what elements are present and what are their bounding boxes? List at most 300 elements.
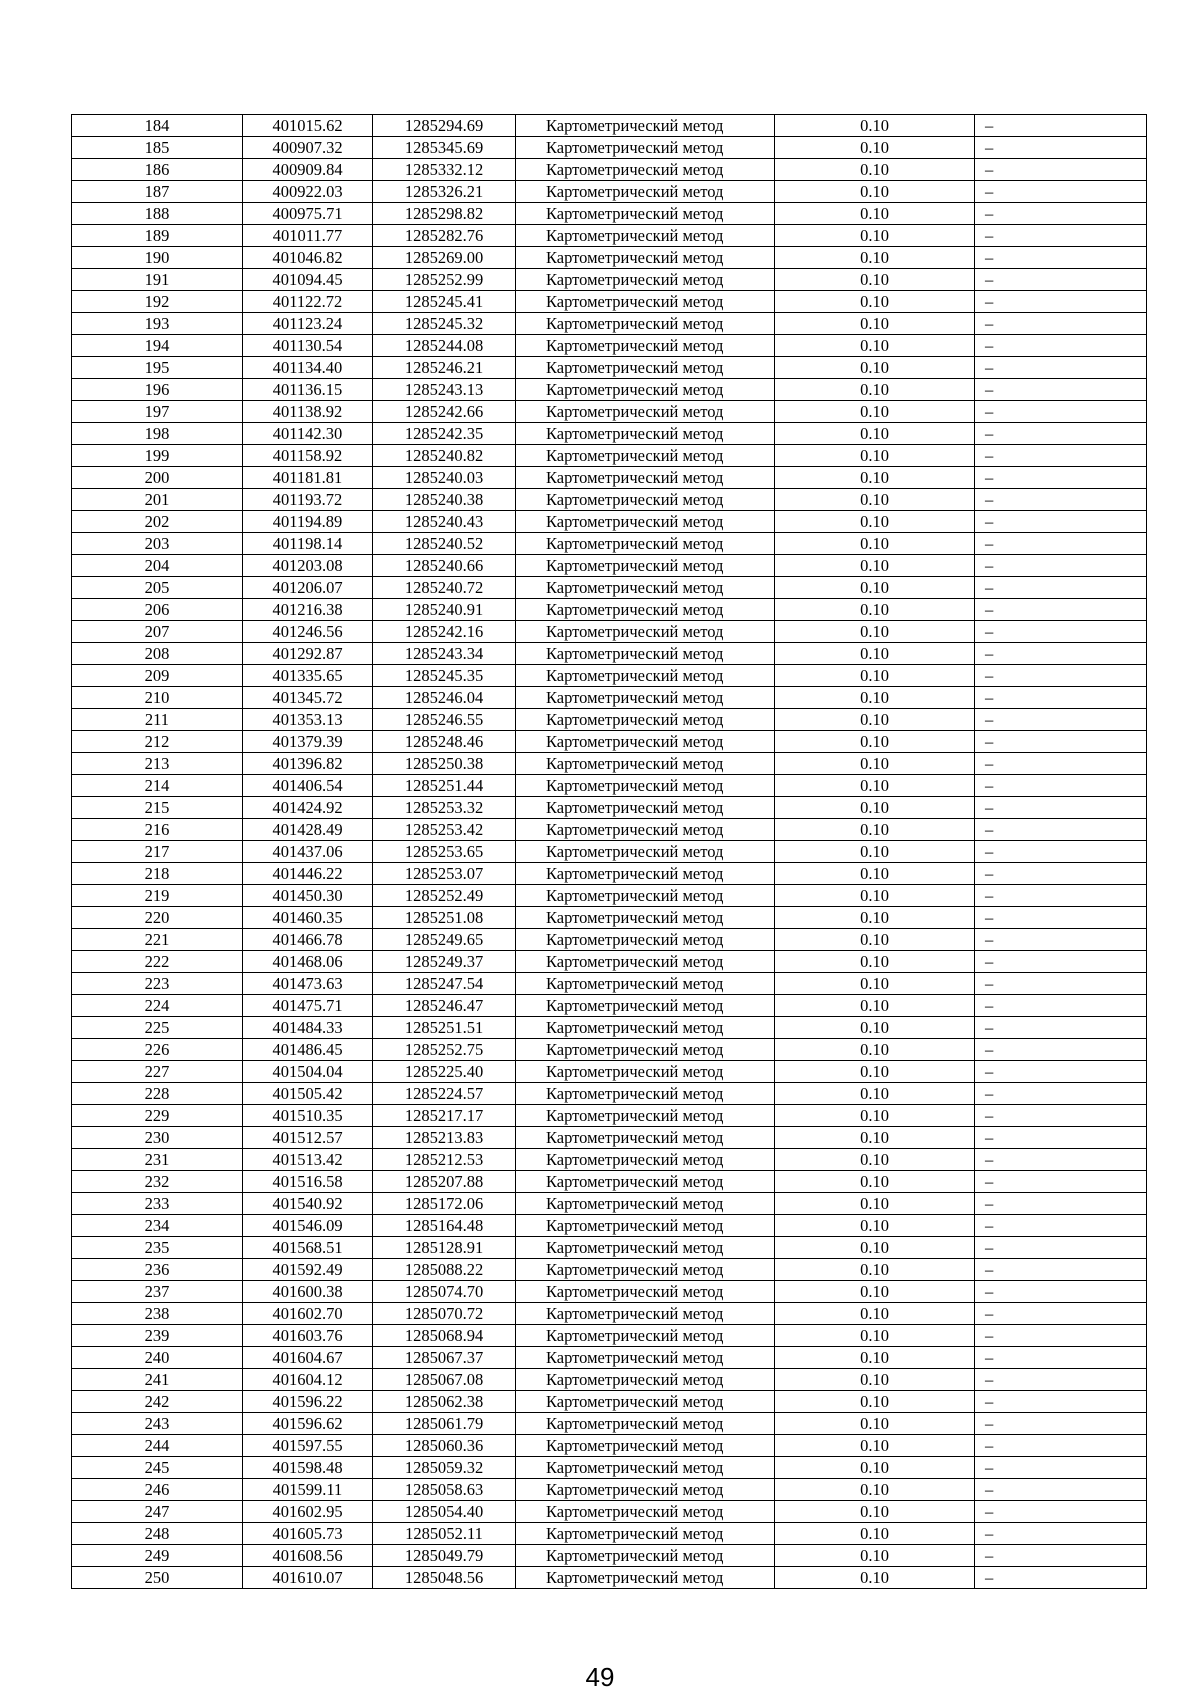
point-number-cell: 188 bbox=[72, 203, 243, 225]
accuracy-cell: 0.10 bbox=[775, 1105, 975, 1127]
note-cell: – bbox=[975, 863, 1147, 885]
method-cell: Картометрический метод bbox=[516, 1149, 775, 1171]
point-number-cell: 234 bbox=[72, 1215, 243, 1237]
y-coordinate-cell: 1285070.72 bbox=[373, 1303, 516, 1325]
y-coordinate-cell: 1285252.49 bbox=[373, 885, 516, 907]
note-cell: – bbox=[975, 357, 1147, 379]
table-row bbox=[72, 1369, 1147, 1391]
method-cell: Картометрический метод bbox=[516, 181, 775, 203]
table-row bbox=[72, 709, 1147, 731]
point-number-cell: 244 bbox=[72, 1435, 243, 1457]
y-coordinate-cell: 1285245.41 bbox=[373, 291, 516, 313]
table-body bbox=[72, 115, 1147, 1589]
method-cell: Картометрический метод bbox=[516, 1523, 775, 1545]
note-cell: – bbox=[975, 1325, 1147, 1347]
accuracy-cell: 0.10 bbox=[775, 1259, 975, 1281]
x-coordinate-cell: 401123.24 bbox=[243, 313, 373, 335]
table-row bbox=[72, 1259, 1147, 1281]
point-number-cell: 211 bbox=[72, 709, 243, 731]
note-cell: – bbox=[975, 247, 1147, 269]
note-cell: – bbox=[975, 555, 1147, 577]
accuracy-cell: 0.10 bbox=[775, 445, 975, 467]
x-coordinate-cell: 401122.72 bbox=[243, 291, 373, 313]
x-coordinate-cell: 401516.58 bbox=[243, 1171, 373, 1193]
x-coordinate-cell: 401198.14 bbox=[243, 533, 373, 555]
table-row bbox=[72, 599, 1147, 621]
accuracy-cell: 0.10 bbox=[775, 423, 975, 445]
point-number-cell: 239 bbox=[72, 1325, 243, 1347]
point-number-cell: 247 bbox=[72, 1501, 243, 1523]
note-cell: – bbox=[975, 1149, 1147, 1171]
x-coordinate-cell: 401379.39 bbox=[243, 731, 373, 753]
x-coordinate-cell: 401015.62 bbox=[243, 115, 373, 137]
x-coordinate-cell: 401134.40 bbox=[243, 357, 373, 379]
point-number-cell: 184 bbox=[72, 115, 243, 137]
x-coordinate-cell: 401568.51 bbox=[243, 1237, 373, 1259]
table-row bbox=[72, 1281, 1147, 1303]
x-coordinate-cell: 401138.92 bbox=[243, 401, 373, 423]
y-coordinate-cell: 1285269.00 bbox=[373, 247, 516, 269]
note-cell: – bbox=[975, 973, 1147, 995]
y-coordinate-cell: 1285326.21 bbox=[373, 181, 516, 203]
accuracy-cell: 0.10 bbox=[775, 643, 975, 665]
table-row bbox=[72, 203, 1147, 225]
table-row bbox=[72, 555, 1147, 577]
y-coordinate-cell: 1285249.65 bbox=[373, 929, 516, 951]
point-number-cell: 250 bbox=[72, 1567, 243, 1589]
method-cell: Картометрический метод bbox=[516, 203, 775, 225]
point-number-cell: 223 bbox=[72, 973, 243, 995]
y-coordinate-cell: 1285068.94 bbox=[373, 1325, 516, 1347]
note-cell: – bbox=[975, 203, 1147, 225]
method-cell: Картометрический метод bbox=[516, 1435, 775, 1457]
table-row bbox=[72, 1237, 1147, 1259]
accuracy-cell: 0.10 bbox=[775, 1149, 975, 1171]
note-cell: – bbox=[975, 1435, 1147, 1457]
accuracy-cell: 0.10 bbox=[775, 1391, 975, 1413]
method-cell: Картометрический метод bbox=[516, 555, 775, 577]
accuracy-cell: 0.10 bbox=[775, 203, 975, 225]
accuracy-cell: 0.10 bbox=[775, 1435, 975, 1457]
note-cell: – bbox=[975, 687, 1147, 709]
table-row bbox=[72, 379, 1147, 401]
table-row bbox=[72, 1391, 1147, 1413]
method-cell: Картометрический метод bbox=[516, 687, 775, 709]
y-coordinate-cell: 1285240.38 bbox=[373, 489, 516, 511]
note-cell: – bbox=[975, 115, 1147, 137]
y-coordinate-cell: 1285062.38 bbox=[373, 1391, 516, 1413]
accuracy-cell: 0.10 bbox=[775, 1413, 975, 1435]
table-row bbox=[72, 643, 1147, 665]
x-coordinate-cell: 401597.55 bbox=[243, 1435, 373, 1457]
accuracy-cell: 0.10 bbox=[775, 1127, 975, 1149]
method-cell: Картометрический метод bbox=[516, 225, 775, 247]
x-coordinate-cell: 401466.78 bbox=[243, 929, 373, 951]
note-cell: – bbox=[975, 1259, 1147, 1281]
point-number-cell: 228 bbox=[72, 1083, 243, 1105]
point-number-cell: 213 bbox=[72, 753, 243, 775]
point-number-cell: 248 bbox=[72, 1523, 243, 1545]
method-cell: Картометрический метод bbox=[516, 379, 775, 401]
y-coordinate-cell: 1285240.43 bbox=[373, 511, 516, 533]
accuracy-cell: 0.10 bbox=[775, 1479, 975, 1501]
method-cell: Картометрический метод bbox=[516, 995, 775, 1017]
note-cell: – bbox=[975, 1281, 1147, 1303]
x-coordinate-cell: 401428.49 bbox=[243, 819, 373, 841]
method-cell: Картометрический метод bbox=[516, 115, 775, 137]
method-cell: Картометрический метод bbox=[516, 1215, 775, 1237]
point-number-cell: 195 bbox=[72, 357, 243, 379]
method-cell: Картометрический метод bbox=[516, 1457, 775, 1479]
point-number-cell: 200 bbox=[72, 467, 243, 489]
note-cell: – bbox=[975, 1391, 1147, 1413]
method-cell: Картометрический метод bbox=[516, 885, 775, 907]
y-coordinate-cell: 1285049.79 bbox=[373, 1545, 516, 1567]
point-number-cell: 224 bbox=[72, 995, 243, 1017]
accuracy-cell: 0.10 bbox=[775, 379, 975, 401]
table-row bbox=[72, 247, 1147, 269]
method-cell: Картометрический метод bbox=[516, 1391, 775, 1413]
x-coordinate-cell: 401206.07 bbox=[243, 577, 373, 599]
y-coordinate-cell: 1285282.76 bbox=[373, 225, 516, 247]
y-coordinate-cell: 1285251.44 bbox=[373, 775, 516, 797]
table-row bbox=[72, 1457, 1147, 1479]
note-cell: – bbox=[975, 775, 1147, 797]
note-cell: – bbox=[975, 137, 1147, 159]
x-coordinate-cell: 401475.71 bbox=[243, 995, 373, 1017]
note-cell: – bbox=[975, 269, 1147, 291]
point-number-cell: 210 bbox=[72, 687, 243, 709]
table-row bbox=[72, 665, 1147, 687]
method-cell: Картометрический метод bbox=[516, 1017, 775, 1039]
table-row bbox=[72, 1127, 1147, 1149]
accuracy-cell: 0.10 bbox=[775, 665, 975, 687]
point-number-cell: 215 bbox=[72, 797, 243, 819]
method-cell: Картометрический метод bbox=[516, 1193, 775, 1215]
y-coordinate-cell: 1285249.37 bbox=[373, 951, 516, 973]
y-coordinate-cell: 1285172.06 bbox=[373, 1193, 516, 1215]
accuracy-cell: 0.10 bbox=[775, 731, 975, 753]
accuracy-cell: 0.10 bbox=[775, 1303, 975, 1325]
accuracy-cell: 0.10 bbox=[775, 819, 975, 841]
method-cell: Картометрический метод bbox=[516, 357, 775, 379]
y-coordinate-cell: 1285246.47 bbox=[373, 995, 516, 1017]
y-coordinate-cell: 1285067.37 bbox=[373, 1347, 516, 1369]
method-cell: Картометрический метод bbox=[516, 731, 775, 753]
point-number-cell: 246 bbox=[72, 1479, 243, 1501]
accuracy-cell: 0.10 bbox=[775, 599, 975, 621]
note-cell: – bbox=[975, 1413, 1147, 1435]
point-number-cell: 237 bbox=[72, 1281, 243, 1303]
method-cell: Картометрический метод bbox=[516, 159, 775, 181]
note-cell: – bbox=[975, 995, 1147, 1017]
point-number-cell: 240 bbox=[72, 1347, 243, 1369]
y-coordinate-cell: 1285059.32 bbox=[373, 1457, 516, 1479]
x-coordinate-cell: 401142.30 bbox=[243, 423, 373, 445]
y-coordinate-cell: 1285240.03 bbox=[373, 467, 516, 489]
accuracy-cell: 0.10 bbox=[775, 951, 975, 973]
accuracy-cell: 0.10 bbox=[775, 885, 975, 907]
method-cell: Картометрический метод bbox=[516, 863, 775, 885]
accuracy-cell: 0.10 bbox=[775, 577, 975, 599]
accuracy-cell: 0.10 bbox=[775, 1061, 975, 1083]
point-number-cell: 202 bbox=[72, 511, 243, 533]
table-row bbox=[72, 1523, 1147, 1545]
method-cell: Картометрический метод bbox=[516, 929, 775, 951]
y-coordinate-cell: 1285247.54 bbox=[373, 973, 516, 995]
accuracy-cell: 0.10 bbox=[775, 1039, 975, 1061]
accuracy-cell: 0.10 bbox=[775, 225, 975, 247]
x-coordinate-cell: 401292.87 bbox=[243, 643, 373, 665]
note-cell: – bbox=[975, 841, 1147, 863]
point-number-cell: 186 bbox=[72, 159, 243, 181]
x-coordinate-cell: 401094.45 bbox=[243, 269, 373, 291]
x-coordinate-cell: 401592.49 bbox=[243, 1259, 373, 1281]
x-coordinate-cell: 401602.70 bbox=[243, 1303, 373, 1325]
x-coordinate-cell: 401046.82 bbox=[243, 247, 373, 269]
point-number-cell: 219 bbox=[72, 885, 243, 907]
point-number-cell: 196 bbox=[72, 379, 243, 401]
y-coordinate-cell: 1285058.63 bbox=[373, 1479, 516, 1501]
point-number-cell: 229 bbox=[72, 1105, 243, 1127]
note-cell: – bbox=[975, 533, 1147, 555]
point-number-cell: 208 bbox=[72, 643, 243, 665]
point-number-cell: 203 bbox=[72, 533, 243, 555]
point-number-cell: 189 bbox=[72, 225, 243, 247]
method-cell: Картометрический метод bbox=[516, 1061, 775, 1083]
accuracy-cell: 0.10 bbox=[775, 1347, 975, 1369]
accuracy-cell: 0.10 bbox=[775, 1325, 975, 1347]
x-coordinate-cell: 400909.84 bbox=[243, 159, 373, 181]
accuracy-cell: 0.10 bbox=[775, 995, 975, 1017]
y-coordinate-cell: 1285242.35 bbox=[373, 423, 516, 445]
accuracy-cell: 0.10 bbox=[775, 1017, 975, 1039]
x-coordinate-cell: 401468.06 bbox=[243, 951, 373, 973]
y-coordinate-cell: 1285060.36 bbox=[373, 1435, 516, 1457]
y-coordinate-cell: 1285242.16 bbox=[373, 621, 516, 643]
method-cell: Картометрический метод bbox=[516, 797, 775, 819]
accuracy-cell: 0.10 bbox=[775, 247, 975, 269]
method-cell: Картометрический метод bbox=[516, 1501, 775, 1523]
method-cell: Картометрический метод bbox=[516, 1171, 775, 1193]
y-coordinate-cell: 1285224.57 bbox=[373, 1083, 516, 1105]
y-coordinate-cell: 1285212.53 bbox=[373, 1149, 516, 1171]
y-coordinate-cell: 1285251.51 bbox=[373, 1017, 516, 1039]
accuracy-cell: 0.10 bbox=[775, 1237, 975, 1259]
x-coordinate-cell: 401246.56 bbox=[243, 621, 373, 643]
note-cell: – bbox=[975, 1039, 1147, 1061]
method-cell: Картометрический метод bbox=[516, 511, 775, 533]
y-coordinate-cell: 1285253.65 bbox=[373, 841, 516, 863]
accuracy-cell: 0.10 bbox=[775, 621, 975, 643]
note-cell: – bbox=[975, 1523, 1147, 1545]
y-coordinate-cell: 1285245.32 bbox=[373, 313, 516, 335]
x-coordinate-cell: 401194.89 bbox=[243, 511, 373, 533]
note-cell: – bbox=[975, 159, 1147, 181]
note-cell: – bbox=[975, 929, 1147, 951]
y-coordinate-cell: 1285240.72 bbox=[373, 577, 516, 599]
accuracy-cell: 0.10 bbox=[775, 357, 975, 379]
x-coordinate-cell: 401396.82 bbox=[243, 753, 373, 775]
point-number-cell: 191 bbox=[72, 269, 243, 291]
method-cell: Картометрический метод bbox=[516, 1127, 775, 1149]
point-number-cell: 198 bbox=[72, 423, 243, 445]
x-coordinate-cell: 401510.35 bbox=[243, 1105, 373, 1127]
note-cell: – bbox=[975, 1303, 1147, 1325]
method-cell: Картометрический метод bbox=[516, 599, 775, 621]
accuracy-cell: 0.10 bbox=[775, 533, 975, 555]
table-row bbox=[72, 753, 1147, 775]
y-coordinate-cell: 1285251.08 bbox=[373, 907, 516, 929]
table-row bbox=[72, 973, 1147, 995]
point-number-cell: 236 bbox=[72, 1259, 243, 1281]
table-row bbox=[72, 291, 1147, 313]
x-coordinate-cell: 401610.07 bbox=[243, 1567, 373, 1589]
point-number-cell: 233 bbox=[72, 1193, 243, 1215]
coordinates-table bbox=[71, 114, 1147, 1589]
method-cell: Картометрический метод bbox=[516, 907, 775, 929]
y-coordinate-cell: 1285240.82 bbox=[373, 445, 516, 467]
y-coordinate-cell: 1285088.22 bbox=[373, 1259, 516, 1281]
accuracy-cell: 0.10 bbox=[775, 1567, 975, 1589]
point-number-cell: 212 bbox=[72, 731, 243, 753]
point-number-cell: 217 bbox=[72, 841, 243, 863]
table-row bbox=[72, 489, 1147, 511]
note-cell: – bbox=[975, 1017, 1147, 1039]
table-row bbox=[72, 115, 1147, 137]
method-cell: Картометрический метод bbox=[516, 489, 775, 511]
x-coordinate-cell: 401600.38 bbox=[243, 1281, 373, 1303]
method-cell: Картометрический метод bbox=[516, 1259, 775, 1281]
x-coordinate-cell: 401353.13 bbox=[243, 709, 373, 731]
method-cell: Картометрический метод bbox=[516, 841, 775, 863]
x-coordinate-cell: 401512.57 bbox=[243, 1127, 373, 1149]
accuracy-cell: 0.10 bbox=[775, 1281, 975, 1303]
accuracy-cell: 0.10 bbox=[775, 929, 975, 951]
note-cell: – bbox=[975, 313, 1147, 335]
table-row bbox=[72, 731, 1147, 753]
point-number-cell: 232 bbox=[72, 1171, 243, 1193]
note-cell: – bbox=[975, 445, 1147, 467]
table-row bbox=[72, 1545, 1147, 1567]
method-cell: Картометрический метод bbox=[516, 775, 775, 797]
method-cell: Картометрический метод bbox=[516, 1237, 775, 1259]
point-number-cell: 220 bbox=[72, 907, 243, 929]
x-coordinate-cell: 401406.54 bbox=[243, 775, 373, 797]
point-number-cell: 194 bbox=[72, 335, 243, 357]
accuracy-cell: 0.10 bbox=[775, 709, 975, 731]
note-cell: – bbox=[975, 797, 1147, 819]
point-number-cell: 201 bbox=[72, 489, 243, 511]
method-cell: Картометрический метод bbox=[516, 401, 775, 423]
accuracy-cell: 0.10 bbox=[775, 1545, 975, 1567]
table-row bbox=[72, 621, 1147, 643]
method-cell: Картометрический метод bbox=[516, 973, 775, 995]
x-coordinate-cell: 401504.04 bbox=[243, 1061, 373, 1083]
x-coordinate-cell: 401486.45 bbox=[243, 1039, 373, 1061]
accuracy-cell: 0.10 bbox=[775, 181, 975, 203]
point-number-cell: 206 bbox=[72, 599, 243, 621]
x-coordinate-cell: 401602.95 bbox=[243, 1501, 373, 1523]
point-number-cell: 190 bbox=[72, 247, 243, 269]
x-coordinate-cell: 401484.33 bbox=[243, 1017, 373, 1039]
page-number: 49 bbox=[585, 1662, 615, 1692]
table-row bbox=[72, 819, 1147, 841]
table-row bbox=[72, 863, 1147, 885]
y-coordinate-cell: 1285246.55 bbox=[373, 709, 516, 731]
x-coordinate-cell: 401216.38 bbox=[243, 599, 373, 621]
y-coordinate-cell: 1285252.75 bbox=[373, 1039, 516, 1061]
y-coordinate-cell: 1285243.13 bbox=[373, 379, 516, 401]
table-row bbox=[72, 1303, 1147, 1325]
method-cell: Картометрический метод bbox=[516, 423, 775, 445]
accuracy-cell: 0.10 bbox=[775, 775, 975, 797]
note-cell: – bbox=[975, 1127, 1147, 1149]
x-coordinate-cell: 401596.62 bbox=[243, 1413, 373, 1435]
y-coordinate-cell: 1285298.82 bbox=[373, 203, 516, 225]
note-cell: – bbox=[975, 1215, 1147, 1237]
table-row bbox=[72, 885, 1147, 907]
point-number-cell: 226 bbox=[72, 1039, 243, 1061]
y-coordinate-cell: 1285128.91 bbox=[373, 1237, 516, 1259]
note-cell: – bbox=[975, 731, 1147, 753]
x-coordinate-cell: 401136.15 bbox=[243, 379, 373, 401]
accuracy-cell: 0.10 bbox=[775, 269, 975, 291]
x-coordinate-cell: 401599.11 bbox=[243, 1479, 373, 1501]
accuracy-cell: 0.10 bbox=[775, 1457, 975, 1479]
note-cell: – bbox=[975, 1369, 1147, 1391]
y-coordinate-cell: 1285052.11 bbox=[373, 1523, 516, 1545]
table-row bbox=[72, 533, 1147, 555]
note-cell: – bbox=[975, 1567, 1147, 1589]
table-row bbox=[72, 1325, 1147, 1347]
y-coordinate-cell: 1285240.52 bbox=[373, 533, 516, 555]
accuracy-cell: 0.10 bbox=[775, 1083, 975, 1105]
point-number-cell: 187 bbox=[72, 181, 243, 203]
point-number-cell: 214 bbox=[72, 775, 243, 797]
table-row bbox=[72, 1083, 1147, 1105]
method-cell: Картометрический метод bbox=[516, 1303, 775, 1325]
method-cell: Картометрический метод bbox=[516, 1567, 775, 1589]
table-row bbox=[72, 577, 1147, 599]
x-coordinate-cell: 401598.48 bbox=[243, 1457, 373, 1479]
method-cell: Картометрический метод bbox=[516, 1347, 775, 1369]
y-coordinate-cell: 1285213.83 bbox=[373, 1127, 516, 1149]
x-coordinate-cell: 400907.32 bbox=[243, 137, 373, 159]
accuracy-cell: 0.10 bbox=[775, 973, 975, 995]
y-coordinate-cell: 1285061.79 bbox=[373, 1413, 516, 1435]
note-cell: – bbox=[975, 1501, 1147, 1523]
note-cell: – bbox=[975, 665, 1147, 687]
table-row bbox=[72, 1479, 1147, 1501]
y-coordinate-cell: 1285248.46 bbox=[373, 731, 516, 753]
accuracy-cell: 0.10 bbox=[775, 335, 975, 357]
method-cell: Картометрический метод bbox=[516, 291, 775, 313]
x-coordinate-cell: 400975.71 bbox=[243, 203, 373, 225]
x-coordinate-cell: 401460.35 bbox=[243, 907, 373, 929]
method-cell: Картометрический метод bbox=[516, 1083, 775, 1105]
note-cell: – bbox=[975, 1171, 1147, 1193]
accuracy-cell: 0.10 bbox=[775, 841, 975, 863]
table-row bbox=[72, 929, 1147, 951]
x-coordinate-cell: 401604.67 bbox=[243, 1347, 373, 1369]
method-cell: Картометрический метод bbox=[516, 137, 775, 159]
method-cell: Картометрический метод bbox=[516, 1413, 775, 1435]
point-number-cell: 249 bbox=[72, 1545, 243, 1567]
method-cell: Картометрический метод bbox=[516, 467, 775, 489]
method-cell: Картометрический метод bbox=[516, 1281, 775, 1303]
accuracy-cell: 0.10 bbox=[775, 467, 975, 489]
